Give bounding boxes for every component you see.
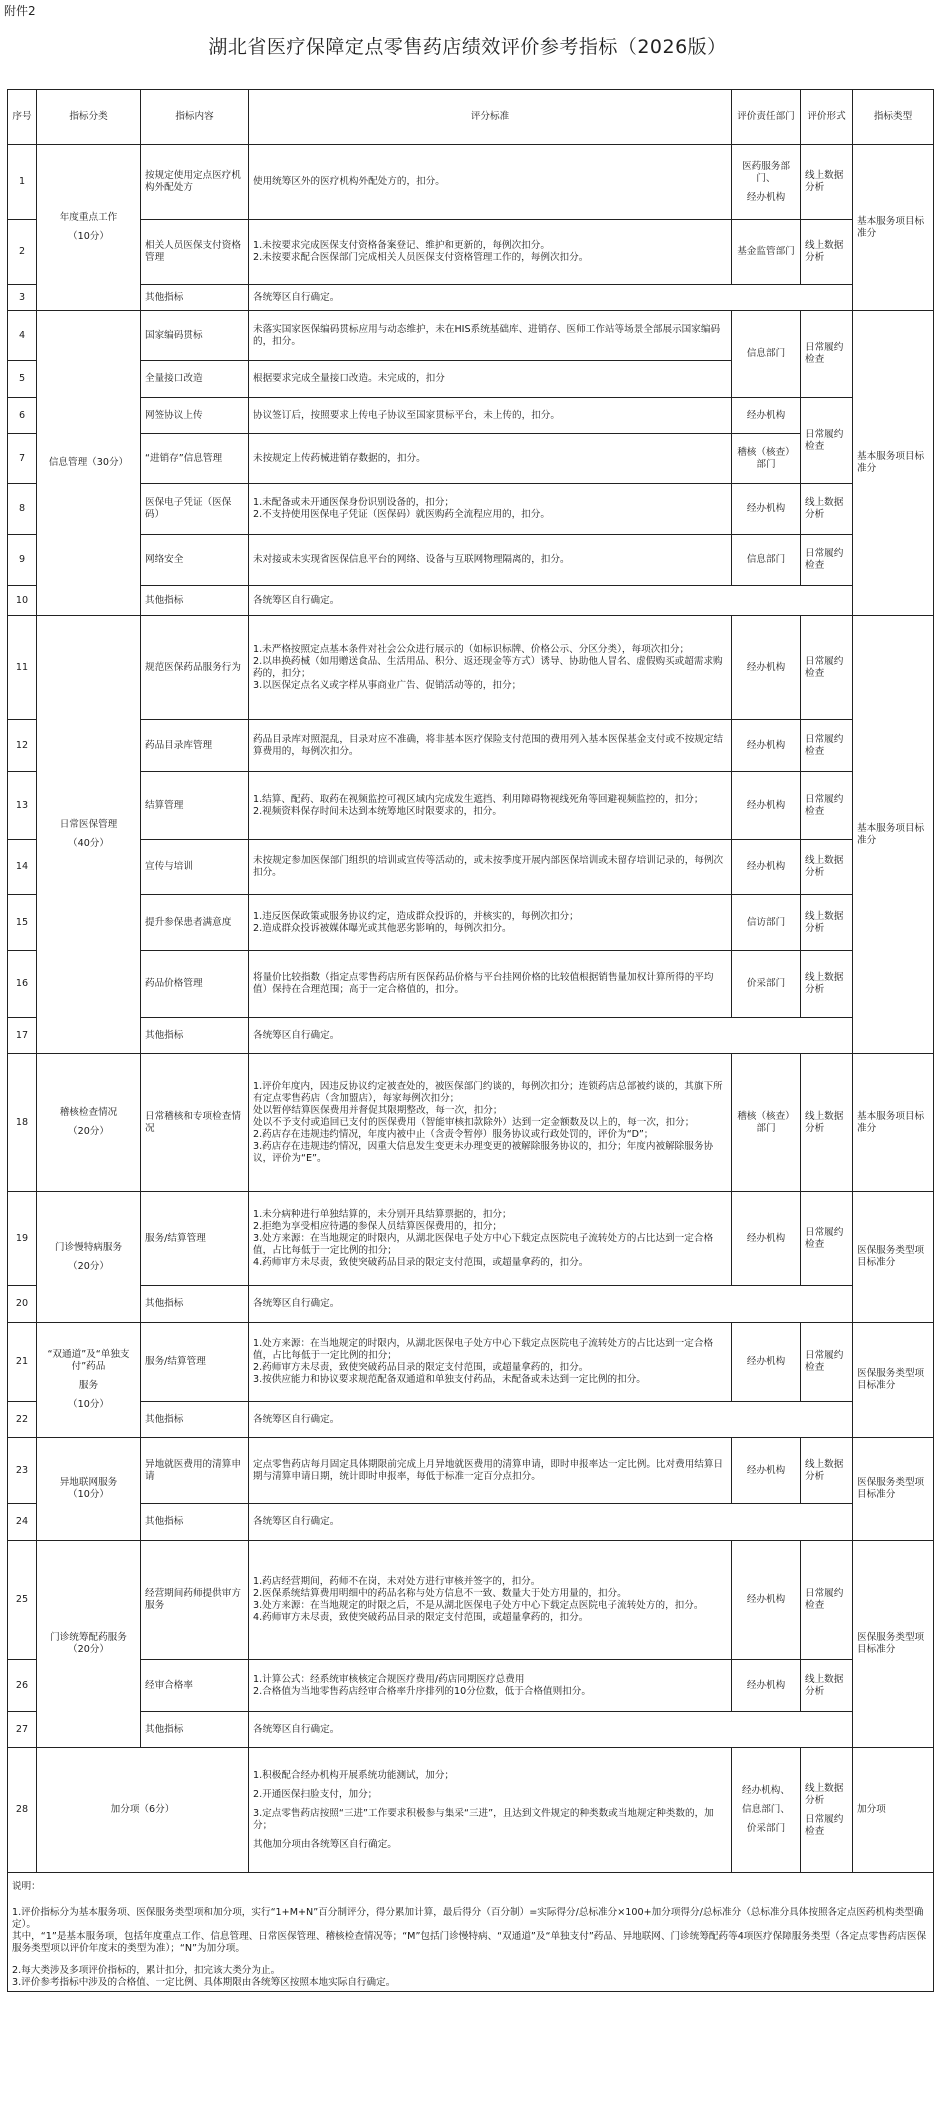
- table-row: [8, 145, 934, 220]
- criteria-line: 1.处方来源：在当地规定的时限内，从湖北医保电子处方中心下载定点医院电子流转处方的占比达到一定合格值，占比每低于一定比例的扣分；: [253, 1338, 714, 1361]
- form-cell: 日常履约检查: [801, 1323, 853, 1402]
- criteria-cell: 未对接或未实现省医保信息平台的网络、设备与互联网物理隔离的，扣分。: [249, 535, 732, 586]
- content-cell: 宣传与培训: [141, 840, 249, 895]
- attachment-label: 附件2: [4, 4, 36, 18]
- table-row: [8, 1192, 934, 1286]
- document-title: 湖北省医疗保障定点零售药店绩效评价参考指标（2026版）: [208, 36, 727, 58]
- header-dept: 评价责任部门: [732, 90, 801, 145]
- content-cell: 提升参保患者满意度: [141, 895, 249, 951]
- table-row: [8, 484, 934, 535]
- type-cell: 医保服务类型项目标准分: [853, 1438, 934, 1541]
- table-row: [8, 586, 934, 616]
- criteria-line: 3.药店存在违规违约情况，因重大信息发生变更未办理变更的被解除服务协议的，扣分；年度内被解除服务协议，评价为“E”。: [253, 1140, 714, 1164]
- row-seq: 16: [8, 951, 37, 1018]
- criteria-line: 1.结算、配药、取药在视频监控可视区域内完成发生遮挡、利用障碍物视线死角等回避视频监控的，扣分；: [253, 793, 704, 805]
- row-seq: 22: [8, 1402, 37, 1438]
- content-cell: “进销存”信息管理: [141, 434, 249, 484]
- row-seq: 26: [8, 1660, 37, 1712]
- evaluation-indicator-table: [7, 89, 934, 1992]
- table-row: [8, 1018, 934, 1054]
- criteria-line: 1.未按要求完成医保支付资格备案登记、维护和更新的，每例次扣分。: [253, 240, 550, 251]
- criteria-cell: 各统筹区自行确定。: [249, 1286, 853, 1323]
- criteria-cell: [249, 1660, 732, 1712]
- dept-cell: 经办机构: [732, 1541, 801, 1660]
- table-row: [8, 772, 934, 840]
- note-item: 3.评价参考指标中涉及的合格值、一定比例、具体期限由各统筹区按照本地实际自行确定。: [12, 1977, 396, 1988]
- criteria-cell: [249, 772, 732, 840]
- content-cell: 其他指标: [141, 1712, 249, 1748]
- criteria-cell: 将量价比较指数（指定点零售药店所有医保药品价格与平台挂网价格的比较值根据销售量加权计算所得的平均值）保持在合理范围；高于一定合格值的，扣分。: [249, 951, 732, 1018]
- criteria-cell: 各统筹区自行确定。: [249, 586, 853, 616]
- category-score: （20分）: [68, 1644, 109, 1655]
- header-row: [8, 90, 934, 145]
- criteria-cell: [249, 1323, 732, 1402]
- criteria-cell: 各统筹区自行确定。: [249, 1504, 853, 1541]
- form-cell: 日常履约检查: [801, 535, 853, 586]
- table-row: [8, 895, 934, 951]
- row-seq: 28: [8, 1748, 37, 1873]
- row-seq: 4: [8, 311, 37, 361]
- category-name: 年度重点工作: [59, 212, 118, 223]
- content-cell: 规范医保药品服务行为: [141, 616, 249, 720]
- table-row: [8, 1054, 934, 1192]
- dept-cell: 稽核（核查）部门: [732, 434, 801, 484]
- type-cell: 医保服务类型项目标准分: [853, 1323, 934, 1438]
- criteria-cell: [249, 1541, 732, 1660]
- criteria-cell: [249, 616, 732, 720]
- content-cell: 网签协议上传: [141, 398, 249, 434]
- table-row: [8, 311, 934, 361]
- form-cell: [801, 1748, 853, 1873]
- row-seq: 27: [8, 1712, 37, 1748]
- criteria-line: 1.未配备或未开通医保身份识别设备的，扣分；: [253, 497, 455, 508]
- criteria-line: 2.药师审方未尽责，致使突破药品目录的限定支付范围，或超量拿药的，扣分。: [253, 1362, 589, 1373]
- dept-cell: 信息部门: [732, 311, 801, 398]
- table-row: [8, 951, 934, 1018]
- header-category: 指标分类: [37, 90, 141, 145]
- criteria-cell: [249, 220, 732, 285]
- header-type: 指标类型: [853, 90, 934, 145]
- criteria-cell: [249, 145, 732, 220]
- criteria-cell: [249, 1748, 732, 1873]
- form-cell: 线上数据分析: [801, 145, 853, 220]
- row-seq: 24: [8, 1504, 37, 1541]
- table-row: [8, 1712, 934, 1748]
- criteria-line: 2.药店存在违规违约情况，年度内被中止（含责令暂停）服务协议或行政处罚的，评价为“D”；: [253, 1128, 654, 1140]
- category-name: 日常医保管理: [59, 819, 118, 830]
- row-seq: 7: [8, 434, 37, 484]
- table-row: [8, 1438, 934, 1504]
- category-name: “双通道”及“单独支付”药品: [47, 1349, 130, 1372]
- category-cell: [37, 1192, 141, 1323]
- form-cell: 线上数据分析: [801, 484, 853, 535]
- criteria-line: 1.评价年度内，因违反协议约定被查处的，被医保部门约谈的，每例次扣分；连锁药店总部被约谈的，其旗下所有定点零售药店（含加盟店），每家每例次扣分；: [253, 1080, 723, 1104]
- category-score: （20分）: [68, 1126, 109, 1137]
- criteria-cell: 各统筹区自行确定。: [249, 1712, 853, 1748]
- content-cell: 其他指标: [141, 1018, 249, 1054]
- content-cell: 经营期间药师提供审方服务: [141, 1541, 249, 1660]
- row-seq: 18: [8, 1054, 37, 1192]
- row-seq: 14: [8, 840, 37, 895]
- dept-cell: 经办机构: [732, 398, 801, 434]
- criteria-cell: [249, 1054, 732, 1192]
- row-seq: 12: [8, 720, 37, 772]
- table-row: [8, 1323, 934, 1402]
- note-item: 2.每大类涉及多项评价指标的，累计扣分，扣完该大类分为止。: [12, 1965, 281, 1976]
- type-cell: 基本服务项目标准分: [853, 145, 934, 311]
- row-seq: 10: [8, 586, 37, 616]
- header-content: 指标内容: [141, 90, 249, 145]
- criteria-cell: 各统筹区自行确定。: [249, 1018, 853, 1054]
- category-cell: 信息管理（30分）: [37, 311, 141, 616]
- content-cell: 服务/结算管理: [141, 1323, 249, 1402]
- dept-cell: 经办机构: [732, 840, 801, 895]
- row-seq: 9: [8, 535, 37, 586]
- table-row: [8, 720, 934, 772]
- category-score: （10分）: [68, 1489, 109, 1500]
- dept-cell: 经办机构: [732, 720, 801, 772]
- dept-cell: 经办机构: [732, 616, 801, 720]
- criteria-cell: [249, 484, 732, 535]
- category-cell: 加分项（6分）: [37, 1748, 249, 1873]
- content-cell: 网络安全: [141, 535, 249, 586]
- dept-cell: 经办机构: [732, 1438, 801, 1504]
- content-cell: 日常稽核和专项检查情况: [141, 1054, 249, 1192]
- content-cell: 其他指标: [141, 586, 249, 616]
- criteria-cell: 未按规定参加医保部门组织的培训或宣传等活动的，或未按季度开展内部医保培训或未留存培训记录的，每例次扣分。: [249, 840, 732, 895]
- row-seq: 21: [8, 1323, 37, 1402]
- form-line: 线上数据分析: [805, 1782, 844, 1806]
- row-seq: 11: [8, 616, 37, 720]
- category-name: 稽核检查情况: [59, 1107, 118, 1118]
- form-cell: 日常履约检查: [801, 1192, 853, 1286]
- content-cell: 医保电子凭证（医保码）: [141, 484, 249, 535]
- category-cell: [37, 1323, 141, 1438]
- criteria-line: 其他加分项由各统筹区自行确定。: [253, 1838, 397, 1850]
- category-cell: [37, 616, 141, 1054]
- dept-line: 价采部门: [746, 1823, 786, 1834]
- criteria-cell: 药品目录库对照混乱，目录对应不准确，将非基本医疗保险支付范围的费用列入基本医保基金支付或不按规定结算费用的，每例次扣分。: [249, 720, 732, 772]
- criteria-line: 1.违反医保政策或服务协议约定，造成群众投诉的，并核实的，每例次扣分；: [253, 910, 579, 922]
- category-name-suffix: 服务: [78, 1380, 99, 1391]
- row-seq: 25: [8, 1541, 37, 1660]
- table-row: [8, 1402, 934, 1438]
- row-seq: 19: [8, 1192, 37, 1286]
- criteria-cell: [249, 895, 732, 951]
- content-cell: 其他指标: [141, 1286, 249, 1323]
- category-name: 异地联网服务: [59, 1477, 118, 1488]
- row-seq: 17: [8, 1018, 37, 1054]
- content-cell: 全量接口改造: [141, 361, 249, 398]
- dept-line: 经办机构、: [742, 1785, 790, 1796]
- dept-line: 经办机构: [746, 191, 786, 203]
- form-cell: 日常履约检查: [801, 311, 853, 398]
- content-cell: 经审合格率: [141, 1660, 249, 1712]
- content-cell: 药品价格管理: [141, 951, 249, 1018]
- criteria-line: 3.定点零售药店按照“三进”工作要求积极参与集采“三进”，且达到文件规定的种类数或当地规定种类数的，加分；: [253, 1807, 714, 1831]
- category-score: （10分）: [68, 1399, 109, 1410]
- category-name: 门诊统筹配药服务: [50, 1632, 127, 1643]
- criteria-line: 4.药师审方未尽责，致使突破药品目录的限定支付范围，或超量拿药的，扣分。: [253, 1612, 589, 1623]
- row-seq: 3: [8, 285, 37, 311]
- table-row: [8, 1748, 934, 1873]
- form-cell: 线上数据分析: [801, 840, 853, 895]
- row-seq: 5: [8, 361, 37, 398]
- criteria-line: 2.未按要求配合医保部门完成相关人员医保支付资格管理工作的，每例次扣分。: [253, 252, 589, 263]
- form-cell: 线上数据分析: [801, 1438, 853, 1504]
- row-seq: 6: [8, 398, 37, 434]
- criteria-line: 1.药店经营期间，药师不在岗，未对处方进行审核并签字的，扣分。: [253, 1576, 541, 1587]
- form-cell: 日常履约检查: [801, 616, 853, 720]
- row-seq: 20: [8, 1286, 37, 1323]
- dept-cell: 基金监管部门: [732, 220, 801, 285]
- criteria-line: 3.按供应能力和协议要求规范配备双通道和单独支付药品，未配备或未达到一定比例的扣分。: [253, 1374, 646, 1385]
- content-cell: 药品目录库管理: [141, 720, 249, 772]
- criteria-line: 2.开通医保扫脸支付，加分；: [253, 1788, 378, 1800]
- table-row: [8, 285, 934, 311]
- criteria-line: 2.合格值为当地零售药店经审合格率升序排列的10分位数，低于合格值则扣分。: [253, 1685, 591, 1697]
- content-cell: 异地就医费用的清算申请: [141, 1438, 249, 1504]
- criteria-line: 2.医保系统结算费用明细中的药品名称与处方信息不一致、数量大于处方用量的，扣分。: [253, 1588, 627, 1599]
- notes-title: 说明：: [12, 1881, 41, 1892]
- form-cell: 日常履约检查: [801, 772, 853, 840]
- header-criteria: 评分标准: [249, 90, 732, 145]
- type-cell: 加分项: [853, 1748, 934, 1873]
- category-cell: [37, 145, 141, 311]
- table-row: [8, 840, 934, 895]
- criteria-line: 2.视频资料保存时间未达到本统筹地区时限要求的，扣分。: [253, 805, 502, 817]
- criteria-line: 4.药师审方未尽责，致使突破药品目录的限定支付范围，或超量拿药的，扣分。: [253, 1256, 589, 1268]
- row-seq: 13: [8, 772, 37, 840]
- row-seq: 15: [8, 895, 37, 951]
- criteria-line: 2.造成群众投诉被媒体曝光或其他恶劣影响的，每例次扣分。: [253, 922, 512, 934]
- dept-cell: 经办机构: [732, 1192, 801, 1286]
- criteria-line: 处以暂停结算医保费用并督促其限期整改，每一次，扣分；: [253, 1104, 503, 1116]
- content-cell: 结算管理: [141, 772, 249, 840]
- content-cell: 相关人员医保支付资格管理: [141, 220, 249, 285]
- category-cell: [37, 1541, 141, 1748]
- dept-cell: 信息部门: [732, 535, 801, 586]
- table-row: [8, 220, 934, 285]
- table-row: [8, 535, 934, 586]
- type-cell: 医保服务类型项目标准分: [853, 1541, 934, 1748]
- criteria-line: 2.以串换药械（如用赠送食品、生活用品、积分、返还现金等方式）诱导、协助他人冒名、虚假购买或超需求购药的，扣分；: [253, 655, 723, 679]
- type-cell: 医保服务类型项目标准分: [853, 1192, 934, 1323]
- criteria-line: 使用统筹区外的医疗机构外配处方的，扣分。: [253, 176, 445, 187]
- form-cell: 线上数据分析: [801, 895, 853, 951]
- dept-cell: 经办机构: [732, 1660, 801, 1712]
- category-score: （40分）: [68, 838, 109, 849]
- content-cell: 按规定使用定点医疗机构外配处方: [141, 145, 249, 220]
- criteria-line: 1.未严格按照定点基本条件对社会公众进行展示的（如标识标牌、价格公示、分区分类），每项次扣分；: [253, 643, 690, 655]
- row-seq: 2: [8, 220, 37, 285]
- criteria-line: 2.拒绝为享受相应待遇的参保人员结算医保费用的，扣分；: [253, 1220, 502, 1232]
- criteria-cell: 协议签订后，按照要求上传电子协议至国家贯标平台，未上传的，扣分。: [249, 398, 732, 434]
- criteria-line: 3.以医保定点名义或字样从事商业广告、促销活动等的，扣分；: [253, 679, 522, 691]
- notes-row: [8, 1873, 934, 1992]
- criteria-cell: 定点零售药店每月固定具体期限前完成上月异地就医费用的清算申请，即时申报率达一定比例。比对费用结算日期与清算申请日期，统计即时申报率，每低于标准一定百分点扣分。: [249, 1438, 732, 1504]
- table-row: [8, 1660, 934, 1712]
- criteria-line: 3.处方来源：在当地规定的时限内，从湖北医保电子处方中心下载定点医院电子流转处方的占比达到一定合格值，占比每低于一定比例的扣分；: [253, 1232, 714, 1256]
- criteria-cell: 各统筹区自行确定。: [249, 285, 853, 311]
- criteria-line: 3.处方来源：在当地规定的时限之后，不是从湖北医保电子处方中心下载定点医院电子流转处方的，扣分。: [253, 1600, 704, 1611]
- form-cell: 线上数据分析: [801, 220, 853, 285]
- dept-cell: 经办机构: [732, 484, 801, 535]
- content-cell: 其他指标: [141, 1402, 249, 1438]
- criteria-cell: 未落实国家医保编码贯标应用与动态维护，未在HIS系统基础库、进销存、医师工作站等场景全部展示国家编码的，扣分。: [249, 311, 732, 361]
- notes-cell: [8, 1873, 934, 1992]
- form-cell: 日常履约检查: [801, 1541, 853, 1660]
- type-cell: 基本服务项目标准分: [853, 616, 934, 1054]
- table-row: [8, 398, 934, 434]
- criteria-cell: [249, 1192, 732, 1286]
- table-row: [8, 1504, 934, 1541]
- category-name: 门诊慢特病服务: [54, 1241, 123, 1253]
- row-seq: 8: [8, 484, 37, 535]
- criteria-cell: 根据要求完成全量接口改造。未完成的，扣分: [249, 361, 732, 398]
- form-line: 日常履约检查: [805, 1813, 844, 1837]
- header-form: 评价形式: [801, 90, 853, 145]
- category-score: （20分）: [68, 1260, 109, 1272]
- category-cell: [37, 1054, 141, 1192]
- form-cell: 线上数据分析: [801, 1054, 853, 1192]
- row-seq: 1: [8, 145, 37, 220]
- header-seq: 序号: [8, 90, 37, 145]
- dept-cell: 经办机构: [732, 1323, 801, 1402]
- dept-cell: [732, 145, 801, 220]
- table-row: [8, 1286, 934, 1323]
- dept-cell: 稽核（核查）部门: [732, 1054, 801, 1192]
- dept-line: 医药服务部门、: [742, 160, 790, 184]
- type-cell: 基本服务项目标准分: [853, 311, 934, 616]
- dept-cell: [732, 1748, 801, 1873]
- criteria-line: 1.计算公式：经系统审核核定合规医疗费用/药店同期医疗总费用: [253, 1673, 525, 1685]
- note-item: 其中，“1”是基本服务项，包括年度重点工作、信息管理、日常医保管理、稽核检查情况等；“M”包括门诊慢特病、“双通道”及“单独支付”药品、异地联网、门诊统筹配药等4项医疗保障服务类型（各定点零售药店医保服务类型项以评价年度末的类型为准）；“N”为加分项。: [12, 1931, 927, 1954]
- row-seq: 23: [8, 1438, 37, 1504]
- content-cell: 其他指标: [141, 285, 249, 311]
- criteria-line: 1.未分病种进行单独结算的，未分别开具结算票据的，扣分；: [253, 1208, 512, 1220]
- note-item: 1.评价指标分为基本服务项、医保服务类型项和加分项，实行“1+M+N”百分制评分，得分累加计算，最后得分（百分制）=实际得分/总标准分×100+加分项得分/总标准分（总标准分具体按照各定点医药机构类型确定）。: [12, 1907, 924, 1930]
- dept-cell: 经办机构: [732, 772, 801, 840]
- criteria-line: 2.不支持使用医保电子凭证（医保码）就医购药全流程应用的，扣分。: [253, 509, 550, 520]
- dept-cell: 价采部门: [732, 951, 801, 1018]
- table-row: [8, 434, 934, 484]
- table-row: [8, 1541, 934, 1660]
- category-cell: [37, 1438, 141, 1541]
- content-cell: 服务/结算管理: [141, 1192, 249, 1286]
- criteria-cell: 各统筹区自行确定。: [249, 1402, 853, 1438]
- type-cell: 基本服务项目标准分: [853, 1054, 934, 1192]
- category-score: （10分）: [68, 231, 109, 242]
- dept-line: 信息部门、: [742, 1804, 790, 1815]
- form-cell: 线上数据分析: [801, 951, 853, 1018]
- table-row: [8, 616, 934, 720]
- content-cell: 其他指标: [141, 1504, 249, 1541]
- content-cell: 国家编码贯标: [141, 311, 249, 361]
- criteria-cell: 未按规定上传药械进销存数据的，扣分。: [249, 434, 732, 484]
- form-cell: 日常履约检查: [801, 720, 853, 772]
- criteria-line: 处以不予支付或追回已支付的医保费用（智能审核扣款除外）达到一定金额数及以上的，每一次，扣分；: [253, 1116, 695, 1128]
- form-cell: 日常履约检查: [801, 398, 853, 484]
- criteria-line: 1.积极配合经办机构开展系统功能测试，加分；: [253, 1769, 455, 1781]
- dept-cell: 信访部门: [732, 895, 801, 951]
- form-cell: 线上数据分析: [801, 1660, 853, 1712]
